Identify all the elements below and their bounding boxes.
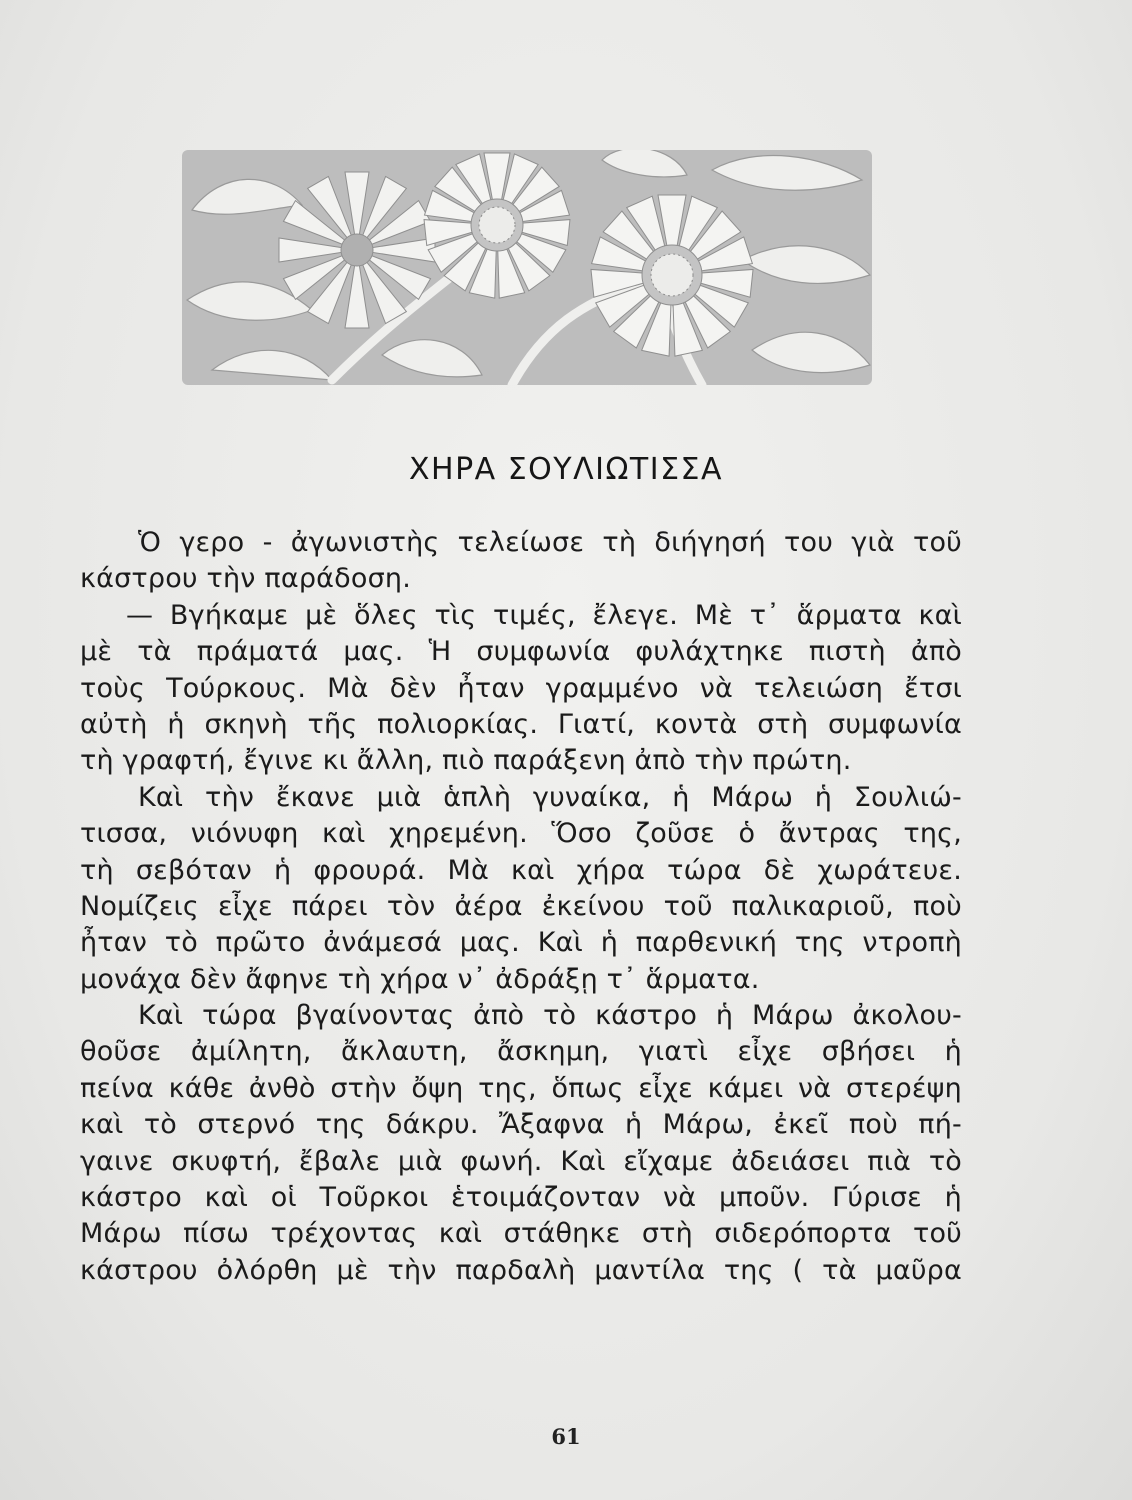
text-line: ἦταν τὸ πρῶτο ἀνάμεσά μας. Καὶ ἡ παρθενική της ντροπὴ xyxy=(80,927,962,959)
text-line: αὐτὴ ἡ σκηνὴ τῆς πολιορκίας. Γιατί, κοντὰ στὴ συμφωνία xyxy=(80,708,962,740)
text-line: κάστρου τὴν παράδοση. xyxy=(80,563,412,595)
text-line: πείνα κάθε ἀνθὸ στὴν ὄψη της, ὅπως εἶχε κάμει νὰ στερέψη xyxy=(80,1072,962,1104)
text-line: μονάχα δὲν ἄφηνε τὴ χήρα ν᾿ ἀδράξῃ τ᾿ ἅρματα. xyxy=(80,963,760,995)
text-line: κάστρο καὶ οἱ Τοῦρκοι ἑτοιμάζονταν νὰ μποῦν. Γύρισε ἡ xyxy=(80,1182,962,1214)
text-line: τοὺς Τούρκους. Μὰ δὲν ἦταν γραμμένο νὰ τελειώση ἔτσι xyxy=(80,672,962,704)
text-line: Νομίζεις εἶχε πάρει τὸν ἀέρα ἐκείνου τοῦ παλικαριοῦ, ποὺ xyxy=(80,890,962,922)
text-line: Καὶ τώρα βγαίνοντας ἀπὸ τὸ κάστρο ἡ Μάρω ἀκολου- xyxy=(138,1000,962,1032)
chapter-title: ΧΗΡΑ ΣΟΥΛΙΩΤΙΣΣΑ xyxy=(408,452,724,487)
text-line: τὴ γραφτή, ἔγινε κι ἄλλη, πιὸ παράξενη ἀπὸ τὴν πρώτη. xyxy=(80,745,852,777)
text-line: καὶ τὸ στερνό της δάκρυ. Ἄξαφνα ἡ Μάρω, ἐκεῖ ποὺ πή- xyxy=(80,1109,962,1141)
text-line: Ὁ γερο - ἀγωνιστὴς τελείωσε τὴ διήγησή του γιὰ τοῦ xyxy=(138,527,962,558)
body-text xyxy=(80,525,962,1289)
text-line: Μάρω πίσω τρέχοντας καὶ στάθηκε στὴ σιδερόπορτα τοῦ xyxy=(80,1218,962,1250)
text-line: — Βγήκαμε μὲ ὅλες τὶς τιμές, ἔλεγε. Μὲ τ᾿ ἅρματα καὶ xyxy=(126,599,962,631)
text-line: τισσα, νιόνυφη καὶ χηρεμένη. Ὅσο ζοῦσε ὁ ἄντρας της, xyxy=(80,818,962,850)
text-line: θοῦσε ἀμίλητη, ἄκλαυτη, ἄσκημη, γιατὶ εἶχε σβήσει ἡ xyxy=(80,1036,962,1068)
text-line: Καὶ τὴν ἔκανε μιὰ ἁπλὴ γυναίκα, ἡ Μάρω ἡ Σουλιώ- xyxy=(138,781,962,813)
text-line: κάστρου ὀλόρθη μὲ τὴν παρδαλὴ μαντίλα της ( τὰ μαῦρα xyxy=(80,1254,962,1286)
text-line: μὲ τὰ πράματά μας. Ἡ συμφωνία φυλάχτηκε πιστὴ ἀπὸ xyxy=(80,636,962,668)
text-line: γαινε σκυφτή, ἔβαλε μιὰ φωνή. Καὶ εἴχαμε ἀδειάσει πιὰ τὸ xyxy=(80,1145,962,1177)
page-number: 61 xyxy=(551,1424,581,1449)
text-line: τὴ σεβόταν ἡ φρουρά. Μὰ καὶ χήρα τώρα δὲ χωράτευε. xyxy=(80,854,962,886)
floral-woodcut-ornament xyxy=(182,150,872,385)
